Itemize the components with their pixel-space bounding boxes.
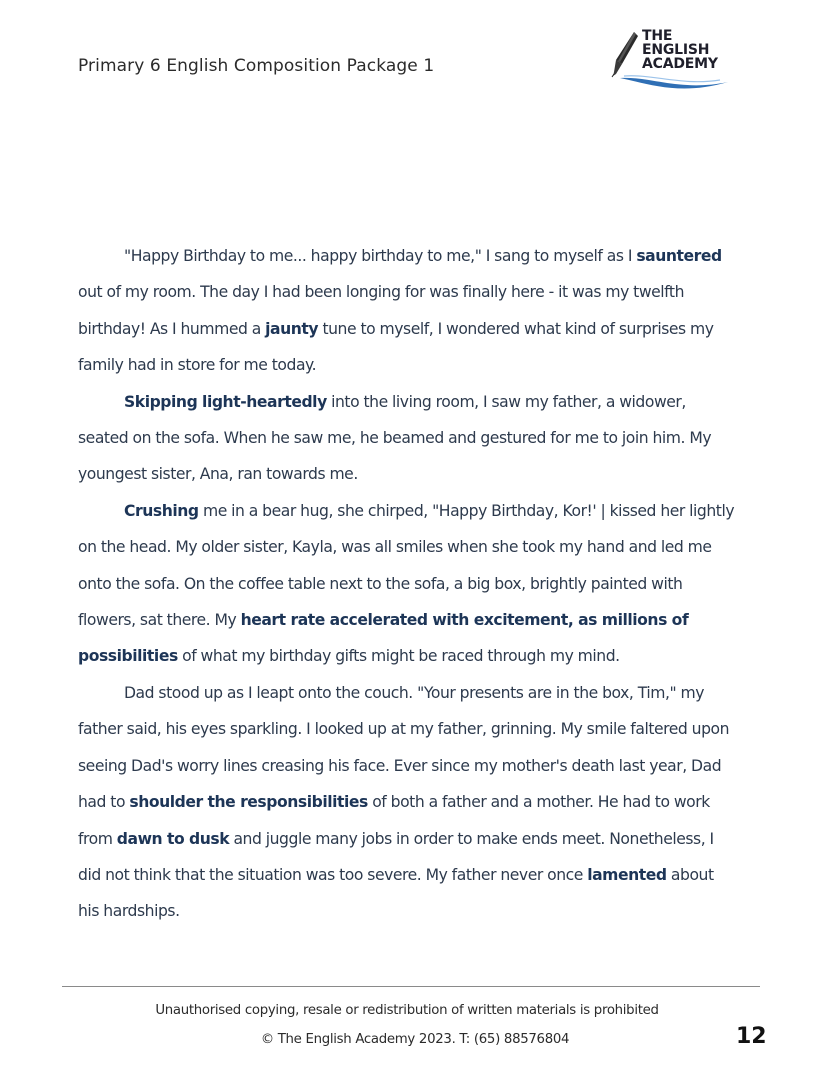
- text-segment: tune to myself, I wondered what kind of surprises my family had in store for me today.: [78, 319, 714, 375]
- footer-divider: [62, 986, 760, 987]
- paragraph-4: [78, 675, 738, 930]
- wave-swoosh-icon: [620, 74, 730, 94]
- logo-wordmark: THE ENGLISH ACADEMY: [642, 28, 718, 72]
- text-segment: out of my room. The day I had been longing for was finally here - it was my twelfth birthday! As I hummed a: [78, 283, 685, 338]
- vocab-highlight: Skipping light-heartedly: [124, 392, 327, 411]
- text-segment: Dad stood up as I leapt onto the couch. "Your presents are in the box, Tim," my father said, his eyes sparkling. I looked up at my father, grinning. My smile faltered upon seeing Dad's worry lines creasing his face. Ever since my mother's death last year, Dad had to: [78, 683, 730, 812]
- copyright-contact: © The English Academy 2023. T: (65) 88576804: [260, 1032, 570, 1047]
- vocab-highlight: dawn to dusk: [116, 829, 230, 848]
- vocab-highlight: heart rate accelerated with excitement, as millions of possibilities: [78, 611, 689, 666]
- english-academy-logo: [606, 28, 746, 96]
- text-segment: of both a father and a mother. He had to work from: [78, 793, 710, 848]
- vocab-highlight: Crushing: [124, 501, 199, 520]
- page-number: 12: [736, 1024, 767, 1049]
- composition-body: [78, 238, 738, 930]
- vocab-highlight: lamented: [587, 865, 667, 884]
- text-segment: about his hardships.: [78, 865, 714, 921]
- vocab-highlight: jaunty: [265, 319, 319, 338]
- paragraph-2: [78, 384, 738, 493]
- text-segment: of what my birthday gifts might be raced through my mind.: [177, 647, 620, 666]
- copyright-notice: Unauthorised copying, resale or redistribution of written materials is prohibited: [155, 1003, 659, 1018]
- text-segment: me in a bear hug, she chirped, "Happy Birthday, Kor!' | kissed her lightly on the head. My older sister, Kayla, was all smiles when she took my hand and led me onto the sofa. On the coffee table next to the sofa, a big box, brightly painted with flowers, sat there. My: [78, 501, 735, 630]
- vocab-highlight: shoulder the responsibilities: [129, 793, 368, 812]
- paragraph-3: [78, 493, 738, 675]
- vocab-highlight: sauntered: [636, 247, 722, 265]
- text-segment: into the living room, I saw my father, a widower, seated on the sofa. When he saw me, he beamed and gestured for me to join him. My youngest sister, Ana, ran towards me.: [78, 392, 712, 484]
- text-segment: "Happy Birthday to me... happy birthday to me," I sang to myself as I: [124, 247, 637, 265]
- document-title: Primary 6 English Composition Package 1: [78, 56, 435, 76]
- text-segment: and juggle many jobs in order to make ends meet. Nonetheless, I did not think that the situation was too severe. My father never once: [78, 829, 714, 884]
- fountain-pen-icon: [610, 30, 640, 78]
- paragraph-1: [78, 238, 738, 384]
